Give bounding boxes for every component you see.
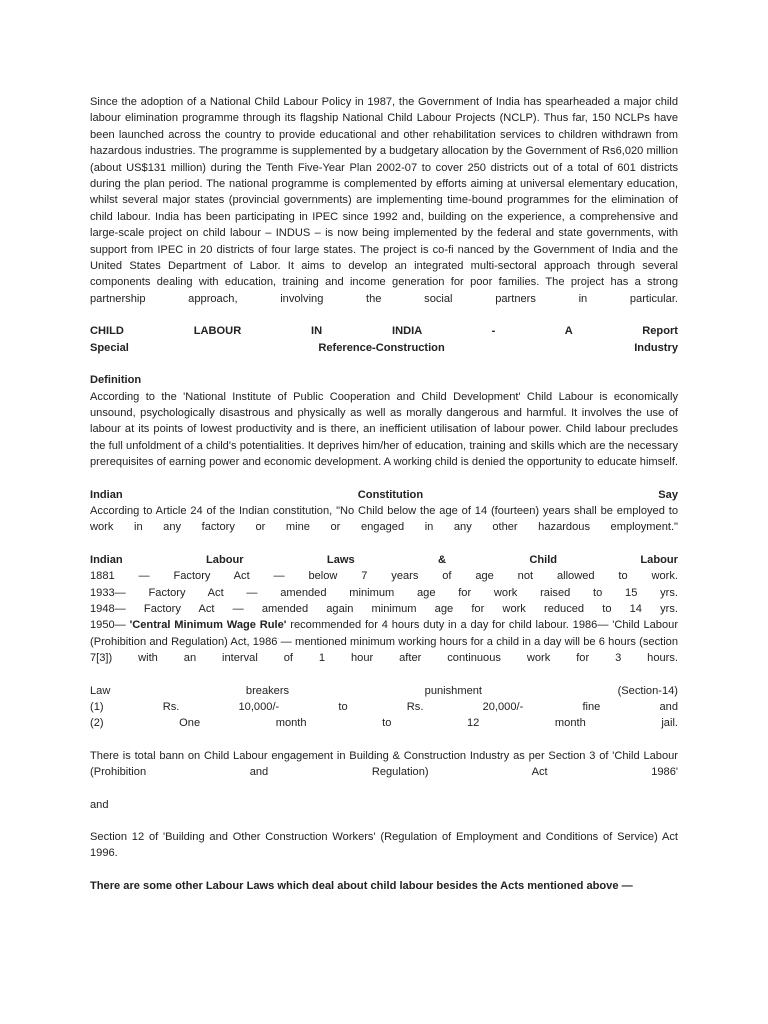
law-1950-rest: recommended for 4 hours duty in a day for child labour. 1986— 'Child Labour (Prohibition and Regulation) Act, 1986 — mentioned minimum working hours for a child in a day will be 6 hours (section 7[3]) with an interval of 1 hour after continuous work for 3 hours. <box>90 619 679 665</box>
law-1950-prefix: 1950— <box>90 619 130 632</box>
law-1881: 1881 — Factory Act — below 7 years of age not allowed to work. <box>90 570 678 583</box>
law-1933: 1933— Factory Act — amended minimum age for work raised to 15 yrs. <box>90 586 678 599</box>
section-12-paragraph: Section 12 of 'Building and Other Construction Workers' (Regulation of Employment and Conditions of Service) Act 1996. <box>90 831 678 860</box>
punishment-header: Law breakers punishment (Section-14) <box>90 684 678 697</box>
closing-bold-line: There are some other Labour Laws which deal about child labour besides the Acts mentioned above — <box>90 879 633 892</box>
law-1948: 1948— Factory Act — amended again minimum age for work reduced to 14 yrs. <box>90 602 678 615</box>
report-title-line-1: CHILD LABOUR IN INDIA - A Report <box>90 325 678 338</box>
document-page <box>90 94 678 894</box>
definition-paragraph: According to the 'National Institute of Public Cooperation and Child Development' Child Labour is economically unsound, psychologically disastrous and physically as well as morally dangerous and harmful. It involves the use of labour at its points of lowest productivity and is there, an inefficient utilisation of labour power. Child labour precludes the full unfoldment of a child's potentialities. It deprives him/her of education, training and skills which are the necessary prerequisites of earning power and economic development. A working child is denied the opportunity to educate himself. <box>90 390 678 469</box>
punishment-fine: (1) Rs. 10,000/- to Rs. 20,000/- fine and <box>90 701 678 713</box>
and-line: and <box>90 798 109 811</box>
constitution-heading: Indian Constitution Say <box>90 488 678 501</box>
constitution-paragraph: According to Article 24 of the Indian constitution, "No Child below the age of 14 (fourteen) years shall be employed to work in any factory or mine or engaged in any other hazardous employment." <box>90 504 678 534</box>
central-minimum-wage-rule: 'Central Minimum Wage Rule' <box>129 619 287 632</box>
intro-paragraph: Since the adoption of a National Child Labour Policy in 1987, the Government of India has spearheaded a major child labour elimination programme through its flagship National Child Labour Projects (NCLP). Thus far, 150 NCLPs have been launched across the country to provide educational and other rehabilitation services to children withdrawn from hazardous industries. The programme is supplemented by a budgetary allocation by the Government of Rs6,020 million (about US$131 million) during the Tenth Five-Year Plan 2002-07 to cover 250 districts out of a total of 601 districts during the plan period. The national programme is complemented by efforts aiming at universal elementary education, whilst several major states (provincial governments) are implementing time-bound programmes for the elimination of child labour. India has been participating in IPEC since 1992 and, building on the experience, a comprehensive and large-scale project on child labour – INDUS – is now being implemented by the federal and state governments, with support from IPEC in 20 districts of four large states. The project is co-fi nanced by the Government of India and the United States Department of Labor. It aims to develop an integrated multi-sectoral approach through several components dealing with education, training and income generation for poor families. The project has a strong partnership approach, involving the social partners in particular. <box>90 96 678 305</box>
law-1950-1986 <box>90 617 678 666</box>
definition-heading: Definition <box>90 374 142 387</box>
labour-laws-heading: Indian Labour Laws & Child Labour <box>90 553 678 566</box>
report-title-line-2: Special Reference-Construction Industry <box>90 341 678 354</box>
punishment-jail: (2) One month to 12 month jail. <box>90 717 678 730</box>
construction-ban-paragraph: There is total bann on Child Labour engagement in Building & Construction Industry as per Section 3 of 'Child Labour (Prohibition and Regulation) Act 1986' <box>90 749 678 779</box>
